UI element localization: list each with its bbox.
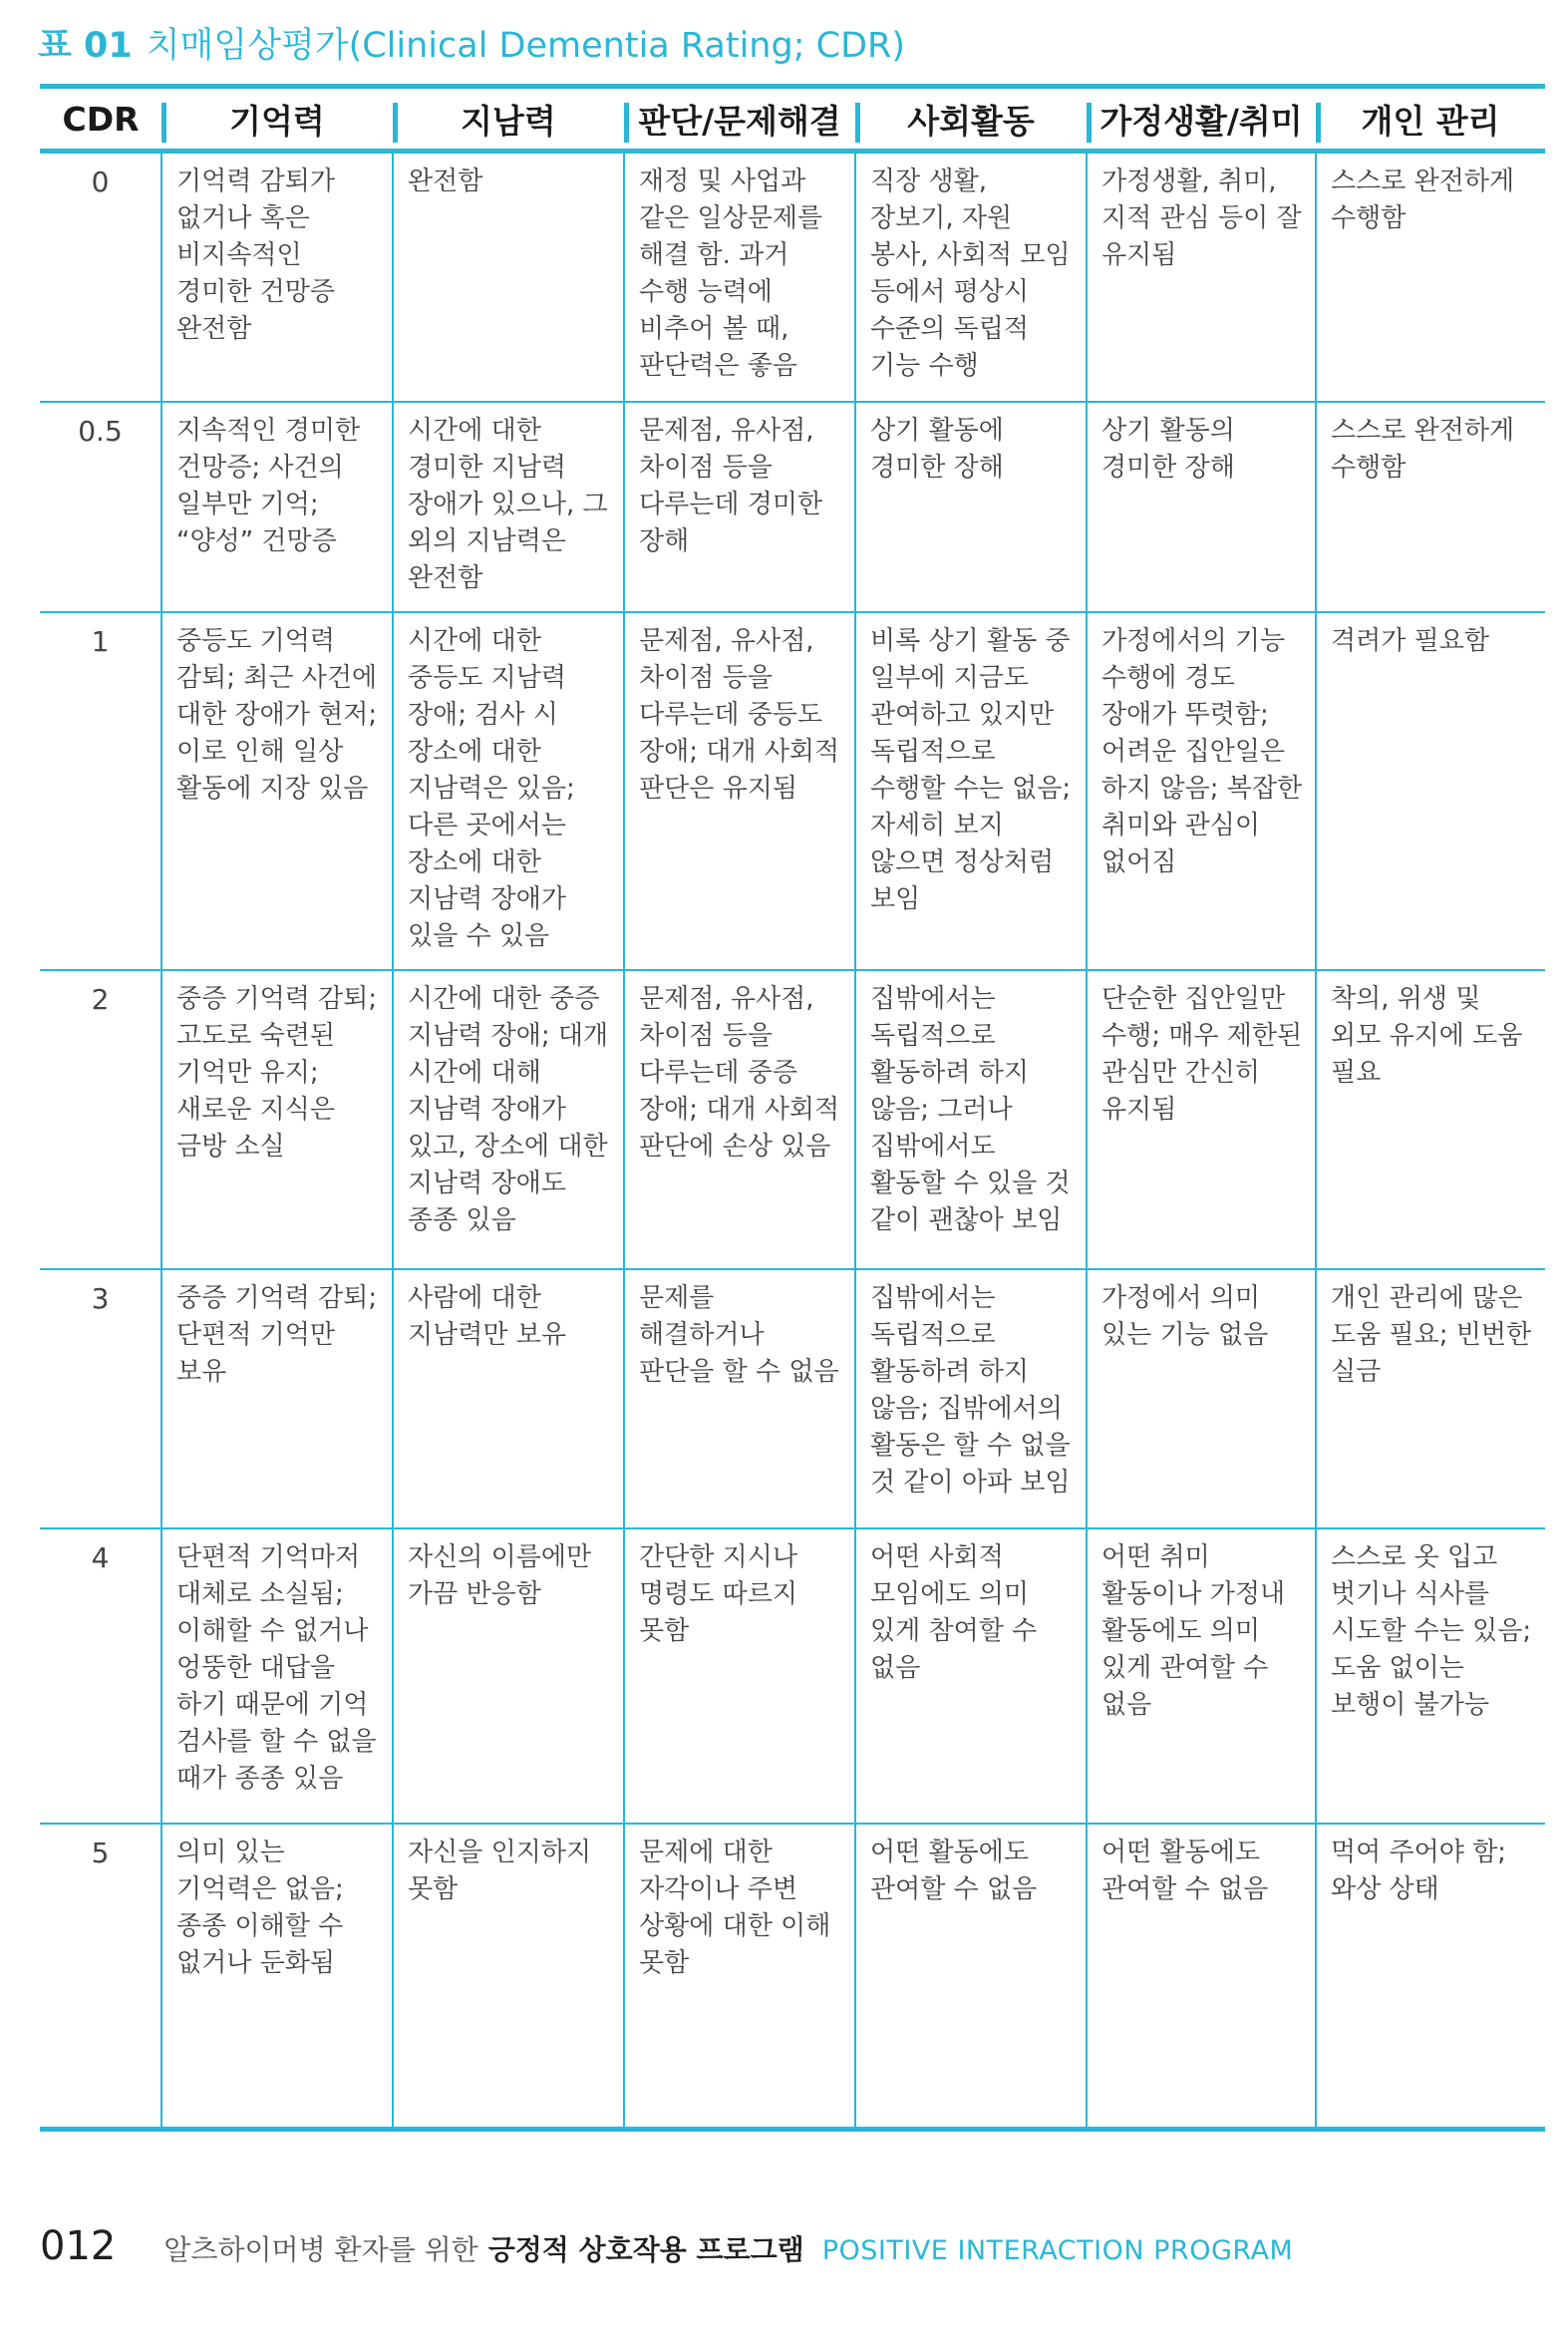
cdr-score: 0 bbox=[91, 166, 110, 198]
table-number: 표 01 bbox=[38, 26, 133, 66]
memory-cell: 단편적 기억마저 대체로 소실됨; 이해할 수 없거나 엉뚱한 대답을 하기 때문에 기억 검사를 할 수 없을 때가 종종 있음 bbox=[161, 1528, 393, 1824]
judgment-cell: 문제점, 유사점, 차이점 등을 다루는데 경미한 장해 bbox=[624, 402, 855, 612]
memory-cell: 기억력 감퇴가 없거나 혹은 비지속적인 경미한 건망증 완전함 bbox=[161, 152, 393, 402]
header-personal-care: 개인 관리 bbox=[1316, 87, 1545, 152]
community-cell: 어떤 사회적 모임에도 의미 있게 참여할 수 없음 bbox=[855, 1528, 1087, 1824]
orientation-cell: 자신을 인지하지 못함 bbox=[393, 1824, 624, 2130]
personal-care-cell: 스스로 완전하게 수행함 bbox=[1316, 152, 1545, 402]
footer-subtitle-prefix: 알츠하이머병 환자를 위한 bbox=[163, 2233, 478, 2266]
orientation-cell: 시간에 대한 경미한 지남력 장애가 있으나, 그 외의 지남력은 완전함 bbox=[393, 402, 624, 612]
table-row bbox=[40, 402, 1545, 612]
community-cell: 집밖에서는 독립적으로 활동하려 하지 않음; 집밖에서의 활동은 할 수 없을 것 같이 아파 보임 bbox=[855, 1269, 1087, 1528]
home-hobbies-cell: 가정생활, 취미, 지적 관심 등이 잘 유지됨 bbox=[1087, 152, 1316, 402]
judgment-cell: 문제점, 유사점, 차이점 등을 다루는데 중등도 장애; 대개 사회적 판단은 유지됨 bbox=[624, 612, 855, 970]
home-hobbies-cell: 단순한 집안일만 수행; 매우 제한된 관심만 간신히 유지됨 bbox=[1087, 970, 1316, 1269]
personal-care-cell: 스스로 완전하게 수행함 bbox=[1316, 402, 1545, 612]
orientation-cell: 시간에 대한 중증 지남력 장애; 대개 시간에 대해 지남력 장애가 있고, 장소에 대한 지남력 장애도 종종 있음 bbox=[393, 970, 624, 1269]
header-cdr: CDR bbox=[40, 87, 161, 152]
community-cell: 어떤 활동에도 관여할 수 없음 bbox=[855, 1824, 1087, 2130]
community-cell: 직장 생활, 장보기, 자원 봉사, 사회적 모임 등에서 평상시 수준의 독립적 기능 수행 bbox=[855, 152, 1087, 402]
community-cell: 상기 활동에 경미한 장해 bbox=[855, 402, 1087, 612]
community-cell: 비록 상기 활동 중 일부에 지금도 관여하고 있지만 독립적으로 수행할 수는 없음; 자세히 보지 않으면 정상처럼 보임 bbox=[855, 612, 1087, 970]
home-hobbies-cell: 어떤 취미 활동이나 가정내 활동에도 의미 있게 관여할 수 없음 bbox=[1087, 1528, 1316, 1824]
table-title bbox=[38, 22, 905, 70]
home-hobbies-cell: 상기 활동의 경미한 장해 bbox=[1087, 402, 1316, 612]
table-row bbox=[40, 970, 1545, 1269]
header-memory: 기억력 bbox=[161, 87, 393, 152]
orientation-cell: 완전함 bbox=[393, 152, 624, 402]
judgment-cell: 문제를 해결하거나 판단을 할 수 없음 bbox=[624, 1269, 855, 1528]
judgment-cell: 문제에 대한 자각이나 주변 상황에 대한 이해 못함 bbox=[624, 1824, 855, 2130]
cdr-table bbox=[40, 84, 1545, 2132]
cdr-score: 2 bbox=[40, 970, 161, 1269]
home-hobbies-cell: 가정에서의 기능 수행에 경도 장애가 뚜렷함; 어려운 집안일은 하지 않음; 복잡한 취미와 관심이 없어짐 bbox=[1087, 612, 1316, 970]
judgment-cell: 문제점, 유사점, 차이점 등을 다루는데 중증 장애; 대개 사회적 판단에 손상 있음 bbox=[624, 970, 855, 1269]
personal-care-cell: 스스로 옷 입고 벗기나 식사를 시도할 수는 있음; 도움 없이는 보행이 불가능 bbox=[1316, 1528, 1545, 1824]
cdr-score: 0.5 bbox=[40, 402, 161, 612]
table-row bbox=[40, 1269, 1545, 1528]
cdr-score: 4 bbox=[40, 1528, 161, 1824]
home-hobbies-cell: 어떤 활동에도 관여할 수 없음 bbox=[1087, 1824, 1316, 2130]
orientation-cell: 사람에 대한 지남력만 보유 bbox=[393, 1269, 624, 1528]
cdr-score: 5 bbox=[40, 1824, 161, 2130]
header-orientation: 지남력 bbox=[393, 87, 624, 152]
table-row bbox=[40, 1528, 1545, 1824]
page-footer bbox=[40, 2223, 1293, 2269]
personal-care-cell: 개인 관리에 많은 도움 필요; 빈번한 실금 bbox=[1316, 1269, 1545, 1528]
personal-care-cell: 먹여 주어야 함; 와상 상태 bbox=[1316, 1824, 1545, 2130]
page-number: 012 bbox=[40, 2223, 117, 2269]
table-row bbox=[40, 1824, 1545, 2130]
community-cell: 집밖에서는 독립적으로 활동하려 하지 않음; 그러나 집밖에서도 활동할 수 있을 것 같이 괜찮아 보임 bbox=[855, 970, 1087, 1269]
memory-cell: 중증 기억력 감퇴; 고도로 숙련된 기억만 유지; 새로운 지식은 금방 소실 bbox=[161, 970, 393, 1269]
table-header-row bbox=[40, 87, 1545, 152]
table-row bbox=[40, 152, 1545, 402]
header-judgment: 판단/문제해결 bbox=[624, 87, 855, 152]
header-community: 사회활동 bbox=[855, 87, 1087, 152]
cdr-score: 1 bbox=[40, 612, 161, 970]
cdr-score: 3 bbox=[40, 1269, 161, 1528]
table-row bbox=[40, 612, 1545, 970]
personal-care-cell: 착의, 위생 및 외모 유지에 도움 필요 bbox=[1316, 970, 1545, 1269]
judgment-cell: 재정 및 사업과 같은 일상문제를 해결 함. 과거 수행 능력에 비추어 볼 때, 판단력은 좋음 bbox=[624, 152, 855, 402]
footer-subtitle-bold: 긍정적 상호작용 프로그램 bbox=[487, 2233, 804, 2266]
memory-cell: 중증 기억력 감퇴; 단편적 기억만 보유 bbox=[161, 1269, 393, 1528]
orientation-cell: 시간에 대한 중등도 지남력 장애; 검사 시 장소에 대한 지남력은 있음; 다른 곳에서는 장소에 대한 지남력 장애가 있을 수 있음 bbox=[393, 612, 624, 970]
memory-cell: 지속적인 경미한 건망증; 사건의 일부만 기억; “양성” 건망증 bbox=[161, 402, 393, 612]
table-title-text: 치매임상평가(Clinical Dementia Rating; CDR) bbox=[146, 26, 905, 66]
orientation-cell: 자신의 이름에만 가끔 반응함 bbox=[393, 1528, 624, 1824]
memory-cell: 중등도 기억력 감퇴; 최근 사건에 대한 장애가 현저; 이로 인해 일상 활동에 지장 있음 bbox=[161, 612, 393, 970]
home-hobbies-cell: 가정에서 의미 있는 기능 없음 bbox=[1087, 1269, 1316, 1528]
personal-care-cell: 격려가 필요함 bbox=[1316, 612, 1545, 970]
memory-cell: 의미 있는 기억력은 없음; 종종 이해할 수 없거나 둔화됨 bbox=[161, 1824, 393, 2130]
footer-subtitle-english: POSITIVE INTERACTION PROGRAM bbox=[821, 2235, 1294, 2266]
judgment-cell: 간단한 지시나 명령도 따르지 못함 bbox=[624, 1528, 855, 1824]
header-home-hobbies: 가정생활/취미 bbox=[1087, 87, 1316, 152]
